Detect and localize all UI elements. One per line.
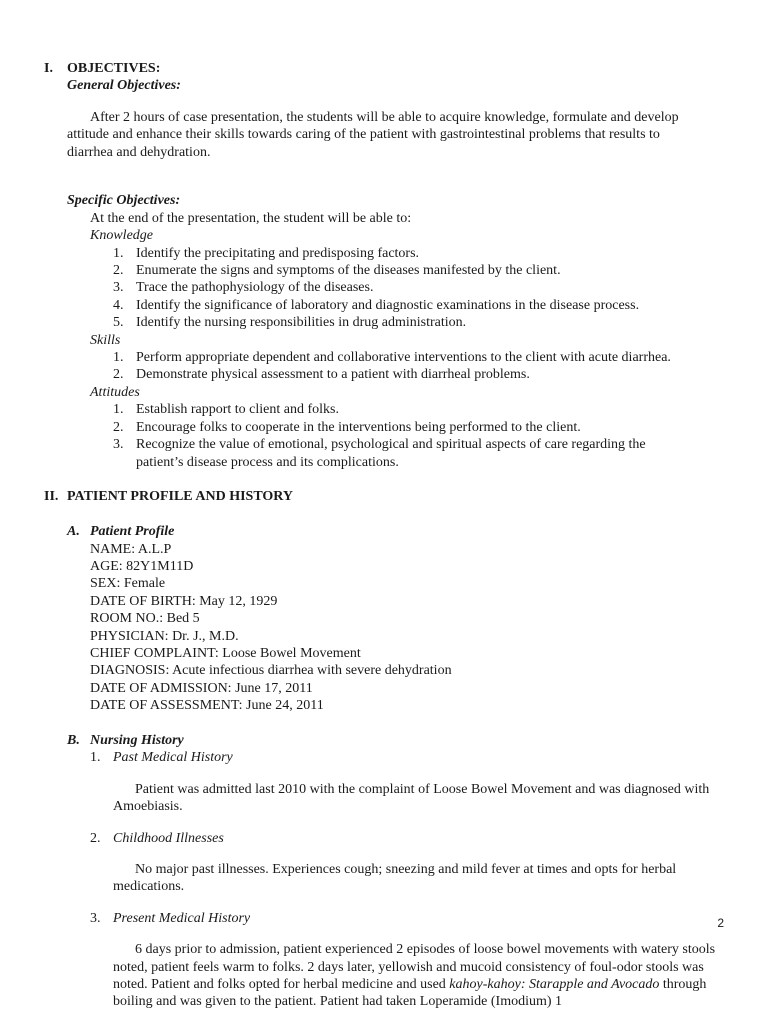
history-item-text: 6 days prior to admission, patient experienced 2 episodes of loose bowel movements with watery stools noted, patient feels warm to folks. 2 days later, yellowish and mucoid consistency of foul-odor stools was noted. Patient and folks opted for herbal medicine and used kahoy-kahoy: Starapple and Avocado through boiling and was given to the patient. Patient had taken Loperamide (Imodium) 1 (113, 942, 716, 1010)
profile-field: NAME: A.L.P (90, 541, 172, 557)
general-objectives-heading: General Objectives: (67, 78, 181, 94)
list-item: 4. Identify the significance of laboratory and diagnostic examinations in the disease process. (113, 297, 640, 313)
list-item: 3. Trace the pathophysiology of the diseases. (113, 280, 374, 296)
list-item: 5. Identify the nursing responsibilities in drug administration. (113, 315, 467, 331)
attitudes-heading: Attitudes (90, 384, 140, 400)
specific-objectives-intro: At the end of the presentation, the student will be able to: (90, 210, 412, 226)
list-item: 3. Recognize the value of emotional, psychological and spiritual aspects of care regarding the (113, 437, 646, 453)
skills-list (0, 349, 768, 384)
list-item: 2. Encourage folks to cooperate in the interventions being performed to the client. (113, 419, 581, 435)
profile-field: PHYSICIAN: Dr. J., M.D. (90, 628, 239, 644)
section-heading: II. PATIENT PROFILE AND HISTORY (44, 489, 294, 505)
profile-field: DATE OF ADMISSION: June 17, 2011 (90, 680, 313, 696)
section-heading: I. OBJECTIVES: (44, 61, 161, 76)
history-item-title: 1. Past Medical History (90, 750, 233, 766)
list-item: 2. Enumerate the signs and symptoms of the diseases manifested by the client. (113, 263, 561, 279)
nursing-history-heading: B. Nursing History (67, 732, 184, 748)
specific-objectives-heading: Specific Objectives: (67, 193, 181, 209)
patient-profile-heading: A. Patient Profile (67, 524, 175, 540)
general-objectives-text: After 2 hours of case presentation, the students will be able to acquire knowledge, formulate and develop attitude and enhance their skills towards caring of the patient with gastrointestinal problems that results to diarrhea and dehydration. (67, 109, 679, 160)
profile-field: ROOM NO.: Bed 5 (90, 611, 200, 627)
attitudes-list (0, 401, 768, 471)
history-item-text: Patient was admitted last 2010 with the complaint of Loose Bowel Movement and was diagnosed with Amoebiasis. (113, 781, 710, 815)
page-number: 2 (717, 916, 724, 930)
list-item: 2. Demonstrate physical assessment to a patient with diarrheal problems. (113, 367, 530, 383)
profile-field: AGE: 82Y1M11D (90, 558, 194, 574)
profile-field: DIAGNOSIS: Acute infectious diarrhea with severe dehydration (90, 663, 452, 679)
list-item-continuation: patient’s disease process and its complications. (136, 454, 399, 470)
history-item-title: 2. Childhood Illnesses (90, 830, 224, 846)
knowledge-heading: Knowledge (90, 228, 153, 244)
list-item: 1. Identify the precipitating and predisposing factors. (113, 245, 420, 261)
patient-profile-list (0, 541, 768, 715)
history-item-text: No major past illnesses. Experiences cough; sneezing and mild fever at times and opts for herbal medications. (113, 862, 677, 895)
document-page (0, 60, 768, 1025)
profile-field: CHIEF COMPLAINT: Loose Bowel Movement (90, 645, 361, 661)
history-item-title: 3. Present Medical History (90, 910, 251, 926)
knowledge-list (0, 245, 768, 332)
profile-field: DATE OF ASSESSMENT: June 24, 2011 (90, 698, 324, 714)
profile-field: DATE OF BIRTH: May 12, 1929 (90, 593, 278, 609)
list-item: 1. Perform appropriate dependent and collaborative interventions to the client with acute diarrhea. (113, 350, 671, 366)
skills-heading: Skills (90, 332, 121, 348)
list-item: 1. Establish rapport to client and folks. (113, 402, 339, 418)
profile-field: SEX: Female (90, 576, 166, 592)
